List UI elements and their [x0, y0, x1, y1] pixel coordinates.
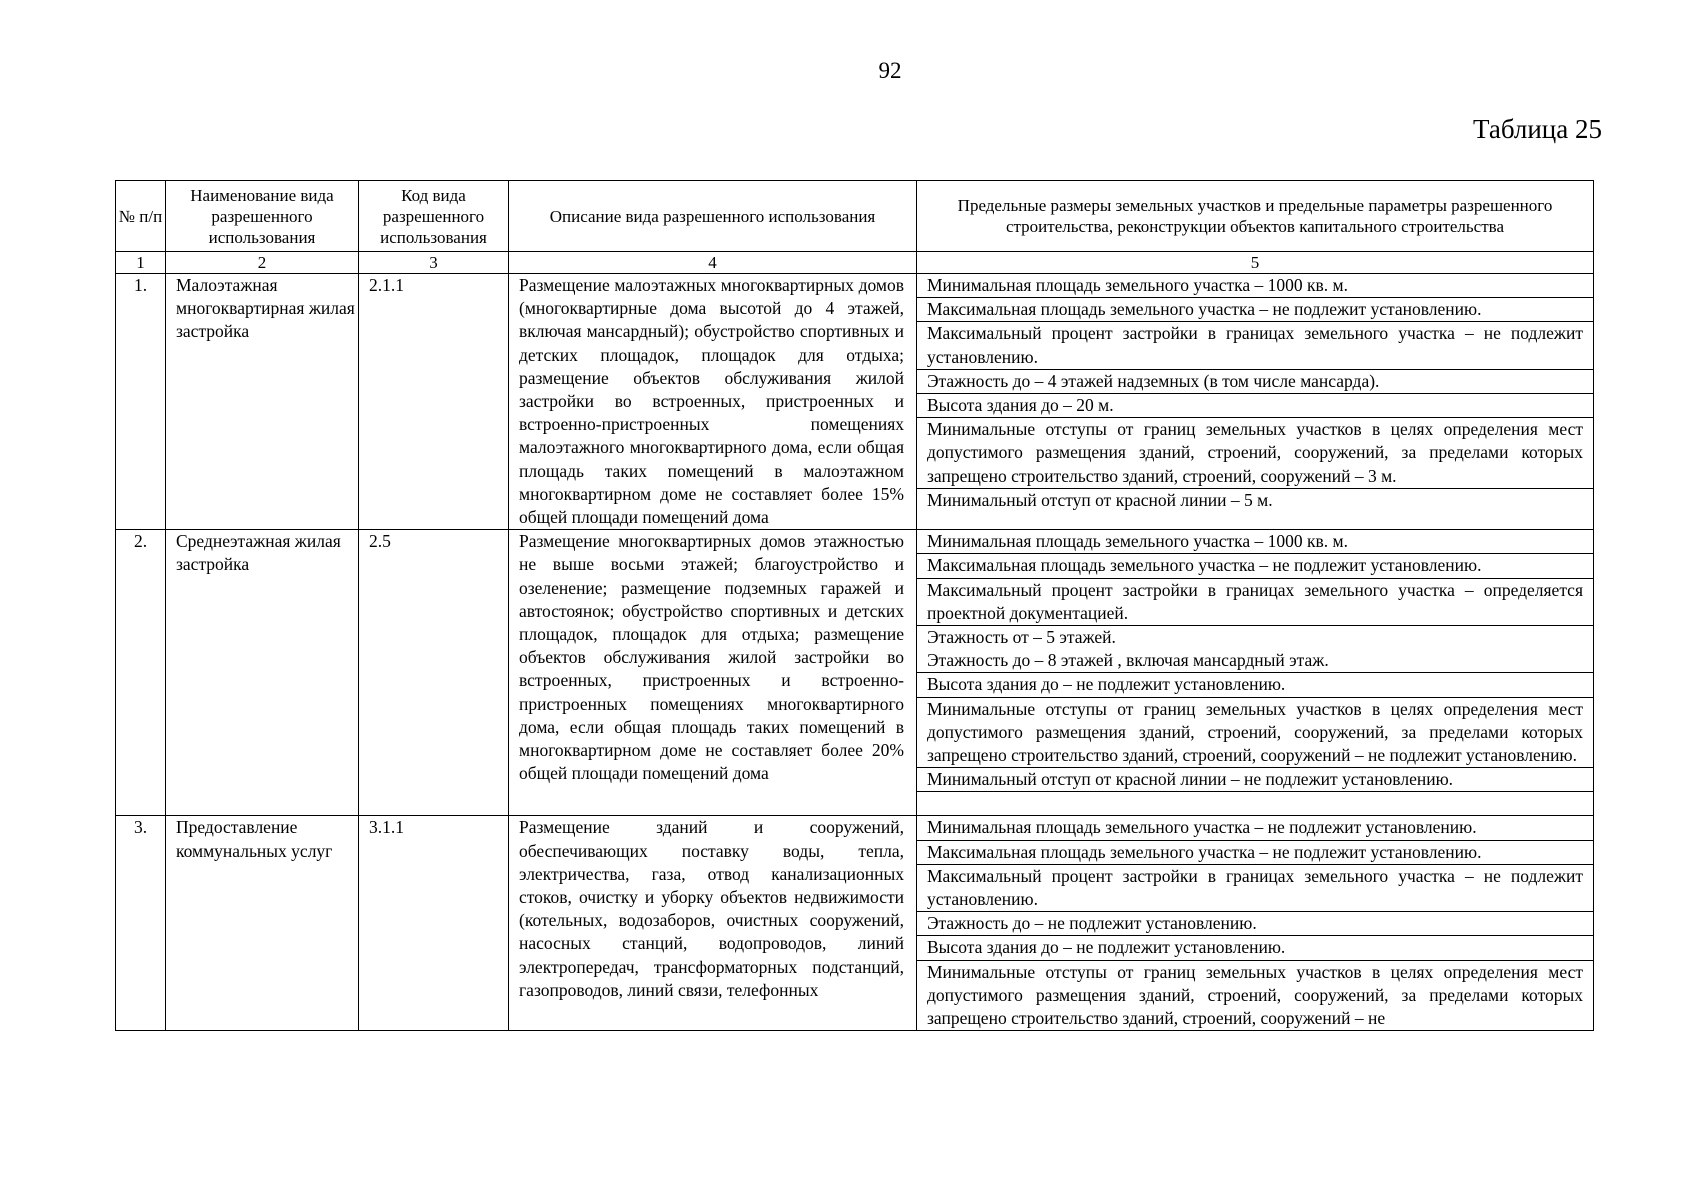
column-number: 1: [116, 252, 166, 274]
use-description: [509, 274, 917, 530]
param-min-area: Минимальная площадь земельного участка – не подлежит установлению.: [917, 816, 1593, 840]
use-description-text: Размещение малоэтажных многоквартирных домов (многоквартирные дома высотой до 4 этажей, включая мансардный); обустройство спортивных и детских площадок, площадок для отдыха; размещение объектов обслуживания жилой застройки во встроенных, пристроенных и встроенно-пристроенных помещениях малоэтажного многоквартирного дома, если общая площадь таких помещений в малоэтажном многоквартирном доме не составляет более 15% общей площади помещений дома: [519, 275, 904, 528]
param-setbacks: Минимальные отступы от границ земельных участков в целях определения мест допустимого размещения зданий, строений, сооружений, за пределами которых запрещено строительство зданий, строений, сооружений – не: [927, 961, 1583, 1029]
param-max-coverage: Максимальный процент застройки в границах земельного участка – не подлежит установлению.: [917, 322, 1593, 369]
use-params: [917, 274, 1594, 530]
column-number: 4: [509, 252, 917, 274]
land-use-table: [115, 180, 1594, 1031]
use-code: 2.5: [359, 530, 509, 816]
use-params: [917, 816, 1594, 1031]
param-max-area: Максимальная площадь земельного участка – не подлежит установлению.: [917, 554, 1593, 578]
param-min-area: Минимальная площадь земельного участка – 1000 кв. м.: [917, 274, 1593, 298]
page-number: 92: [878, 58, 902, 83]
column-number: 5: [917, 252, 1594, 274]
table-row: [116, 274, 1594, 530]
param-max-area: Максимальная площадь земельного участка – не подлежит установлению.: [917, 841, 1593, 865]
param-floors: [917, 626, 1593, 673]
param-setbacks: Минимальные отступы от границ земельных участков в целях определения мест допустимого размещения зданий, строений, сооружений, за пределами которых запрещено строительство зданий, строений, сооружений – не подлежит установлению.: [917, 698, 1593, 769]
use-description: [509, 530, 917, 816]
param-floors-max: Этажность до – 8 этажей , включая мансардный этаж.: [927, 650, 1329, 671]
use-name: Среднеэтажная жилая застройка: [166, 530, 359, 816]
table-caption: Таблица 25: [1473, 114, 1602, 144]
header-params: Предельные размеры земельных участков и предельные параметры разрешенного строительства, реконструкции объектов капитального строительства: [917, 181, 1594, 252]
param-max-coverage: Максимальный процент застройки в границах земельного участка – не подлежит установлению.: [917, 865, 1593, 912]
param-empty: [917, 792, 1593, 815]
param-floors-min: Этажность от – 5 этажей.: [927, 627, 1116, 648]
use-description-text: Размещение зданий и сооружений, обеспечивающих поставку воды, тепла, электричества, газа, отвод канализационных стоков, очистку и уборку объектов недвижимости (котельных, водозаборов, очистных сооружений, насосных станций, водопроводов, линий электропередач, трансформаторных подстанций, газопроводов, линий связи, телефонных: [519, 817, 904, 1000]
column-number: 2: [166, 252, 359, 274]
use-name: Предоставление коммунальных услуг: [166, 816, 359, 1031]
table-row: [116, 816, 1594, 1031]
param-height: Высота здания до – не подлежит установлению.: [917, 936, 1593, 960]
use-description: [509, 816, 917, 1031]
table-row: [116, 530, 1594, 816]
param-max-area: Максимальная площадь земельного участка – не подлежит установлению.: [917, 298, 1593, 322]
header-code: Код вида разрешенного использования: [359, 181, 509, 252]
header-description: Описание вида разрешенного использования: [509, 181, 917, 252]
param-max-coverage: Максимальный процент застройки в границах земельного участка – определяется проектной документацией.: [917, 579, 1593, 626]
use-code: 2.1.1: [359, 274, 509, 530]
use-name: Малоэтажная многоквартирная жилая застройка: [166, 274, 359, 530]
row-number: 1.: [116, 274, 166, 530]
use-description-text: Размещение многоквартирных домов этажностью не выше восьми этажей; благоустройство и озеленение; размещение подземных гаражей и автостоянок; обустройство спортивных и детских площадок, площадок для отдыха; размещение объектов обслуживания жилой застройки во встроенных, пристроенных и встроенно-пристроенных помещениях многоквартирного дома, если общая площадь таких помещений в многоквартирном доме не составляет более 20% общей площади помещений дома: [519, 531, 904, 784]
header-name: Наименование вида разрешенного использования: [166, 181, 359, 252]
use-code: 3.1.1: [359, 816, 509, 1031]
use-params: [917, 530, 1594, 816]
row-number: 3.: [116, 816, 166, 1031]
param-height: Высота здания до – не подлежит установлению.: [917, 673, 1593, 697]
param-red-line: Минимальный отступ от красной линии – 5 м.: [927, 489, 1273, 510]
row-number: 2.: [116, 530, 166, 816]
param-height: Высота здания до – 20 м.: [917, 394, 1593, 418]
header-row: [116, 181, 1594, 252]
header-num: № п/п: [116, 181, 166, 252]
column-number: 3: [359, 252, 509, 274]
param-floors: Этажность до – 4 этажей надземных (в том числе мансарда).: [917, 370, 1593, 394]
param-setbacks: Минимальные отступы от границ земельных участков в целях определения мест допустимого размещения зданий, строений, сооружений, за пределами которых запрещено строительство зданий, строений, сооружений – 3 м.: [917, 418, 1593, 489]
param-red-line: Минимальный отступ от красной линии – не подлежит установлению.: [917, 768, 1593, 792]
param-min-area: Минимальная площадь земельного участка – 1000 кв. м.: [917, 530, 1593, 554]
column-number-row: [116, 252, 1594, 274]
param-floors: Этажность до – не подлежит установлению.: [917, 912, 1593, 936]
